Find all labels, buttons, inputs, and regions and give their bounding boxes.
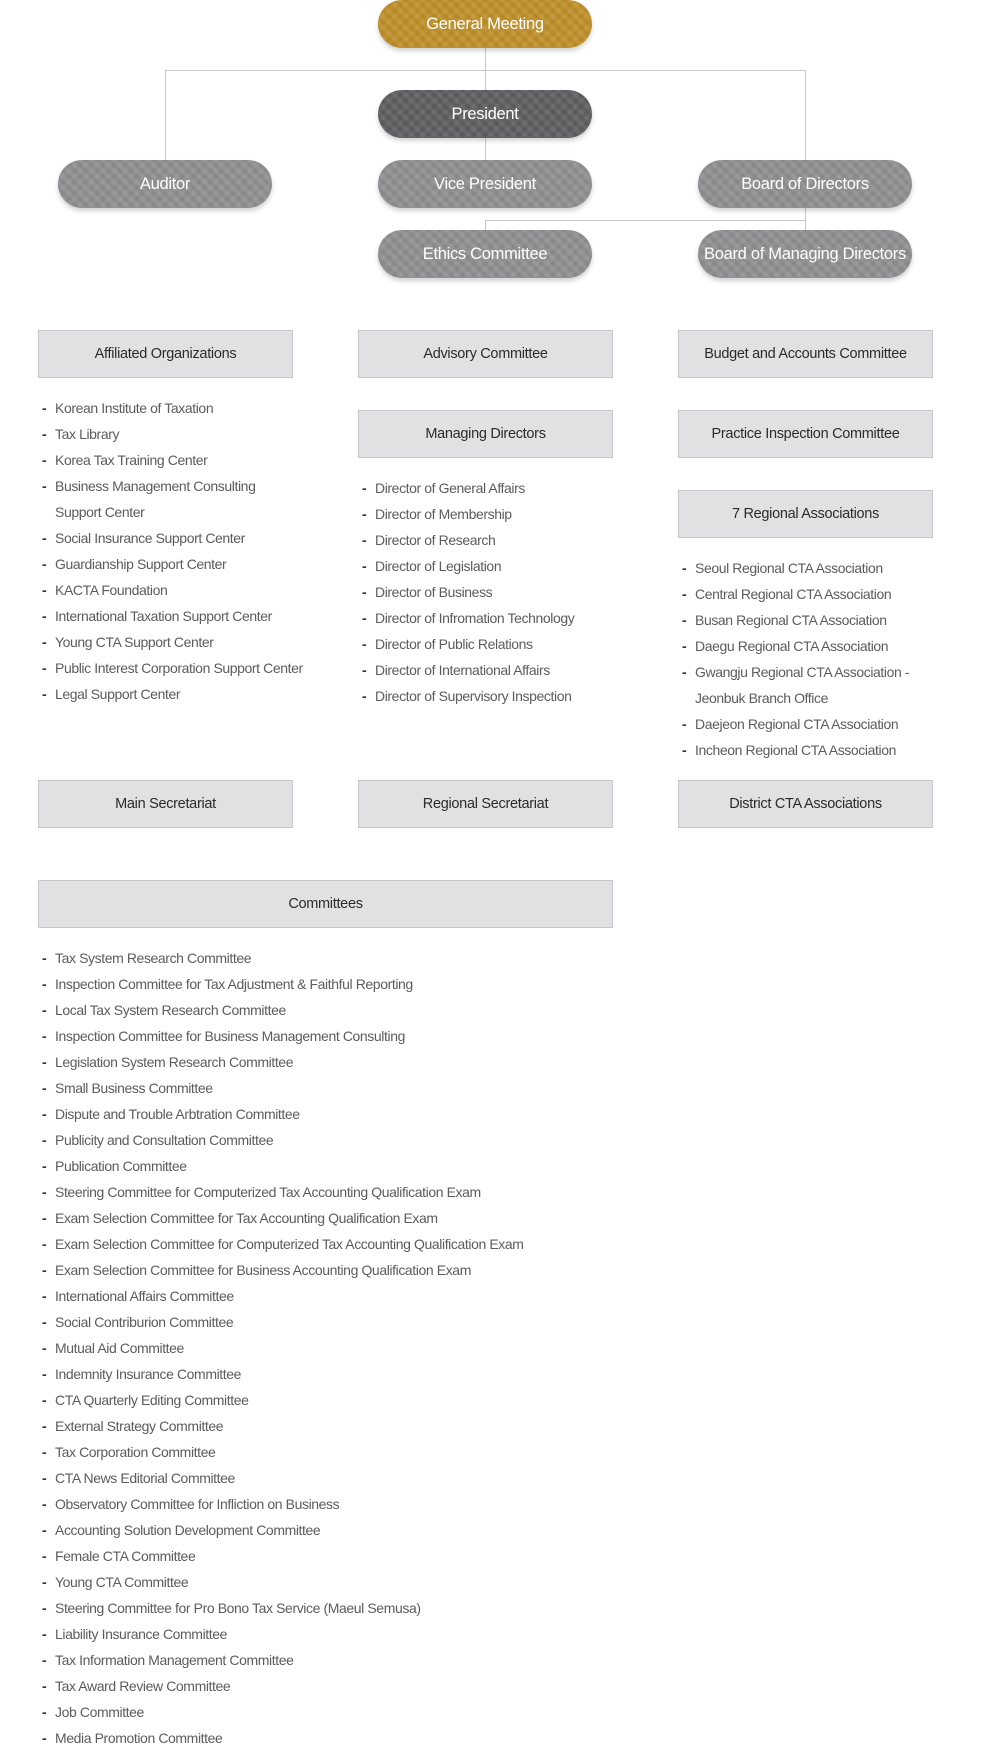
connector-top-horizontal (165, 70, 805, 71)
list-item: - Social Contriburion Committee (38, 1309, 524, 1335)
list-item: - Tax Library (38, 421, 303, 447)
list-item: - Young CTA Committee (38, 1569, 524, 1595)
list-item: - Exam Selection Committee for Tax Accounting Qualification Exam (38, 1205, 524, 1231)
list-item: - Legal Support Center (38, 681, 303, 707)
auditor-node: Auditor (58, 160, 272, 208)
affiliated-organizations-list (38, 395, 303, 707)
list-item: - Gwangju Regional CTA Association - (678, 659, 909, 685)
connector-to-managing-board (805, 208, 806, 232)
list-item: - Social Insurance Support Center (38, 525, 303, 551)
affiliated-organizations-box: Affiliated Organizations (38, 330, 293, 378)
list-item: - Dispute and Trouble Arbtration Committee (38, 1101, 524, 1127)
district-cta-associations-box: District CTA Associations (678, 780, 933, 828)
president-node: President (378, 90, 592, 138)
list-item: - Local Tax System Research Committee (38, 997, 524, 1023)
list-item: - Legislation System Research Committee (38, 1049, 524, 1075)
list-item: - Exam Selection Committee for Computerized Tax Accounting Qualification Exam (38, 1231, 524, 1257)
list-item: - Tax System Research Committee (38, 945, 524, 971)
list-item: - Korea Tax Training Center (38, 447, 303, 473)
general-meeting-node: General Meeting (378, 0, 592, 48)
list-item: - Steering Committee for Pro Bono Tax Service (Maeul Semusa) (38, 1595, 524, 1621)
list-item: - Tax Corporation Committee (38, 1439, 524, 1465)
list-item: - Director of Membership (358, 501, 574, 527)
board-of-directors-node: Board of Directors (698, 160, 912, 208)
practice-inspection-committee-box: Practice Inspection Committee (678, 410, 933, 458)
list-item: - Central Regional CTA Association (678, 581, 909, 607)
list-item: - Guardianship Support Center (38, 551, 303, 577)
list-item: - CTA Quarterly Editing Committee (38, 1387, 524, 1413)
connector-lower-horizontal (485, 220, 805, 221)
list-item: - Public Interest Corporation Support Center (38, 655, 303, 681)
list-item-continuation: Jeonbuk Branch Office (695, 690, 828, 706)
list-item: - Seoul Regional CTA Association (678, 555, 909, 581)
list-item: - Director of General Affairs (358, 475, 574, 501)
committees-box: Committees (38, 880, 613, 928)
regional-secretariat-box: Regional Secretariat (358, 780, 613, 828)
main-secretariat-box: Main Secretariat (38, 780, 293, 828)
list-item: - Director of Research (358, 527, 574, 553)
connector-to-auditor (165, 70, 166, 160)
connector-to-board-of-directors (805, 70, 806, 160)
list-item: - Media Promotion Committee (38, 1725, 524, 1751)
list-item: - Exam Selection Committee for Business Accounting Qualification Exam (38, 1257, 524, 1283)
regional-associations-list (678, 555, 909, 763)
list-item: - Liability Insurance Committee (38, 1621, 524, 1647)
list-item: - Accounting Solution Development Committee (38, 1517, 524, 1543)
list-item: - Director of Supervisory Inspection (358, 683, 574, 709)
list-item: - Mutual Aid Committee (38, 1335, 524, 1361)
board-of-managing-directors-node: Board of Managing Directors (698, 230, 912, 278)
list-item: - Indemnity Insurance Committee (38, 1361, 524, 1387)
list-item: - Director of Business (358, 579, 574, 605)
list-item: - Publication Committee (38, 1153, 524, 1179)
advisory-committee-box: Advisory Committee (358, 330, 613, 378)
list-item: - International Affairs Committee (38, 1283, 524, 1309)
list-item: - Steering Committee for Computerized Tax Accounting Qualification Exam (38, 1179, 524, 1205)
list-item: - Female CTA Committee (38, 1543, 524, 1569)
list-item: - Director of Legislation (358, 553, 574, 579)
list-item: - Incheon Regional CTA Association (678, 737, 909, 763)
list-item: - International Taxation Support Center (38, 603, 303, 629)
list-item: - CTA News Editorial Committee (38, 1465, 524, 1491)
list-item: - Daegu Regional CTA Association (678, 633, 909, 659)
managing-directors-list (358, 475, 574, 709)
list-item: - Inspection Committee for Tax Adjustment & Faithful Reporting (38, 971, 524, 997)
list-item: - Tax Information Management Committee (38, 1647, 524, 1673)
list-item: - Young CTA Support Center (38, 629, 303, 655)
ethics-committee-node: Ethics Committee (378, 230, 592, 278)
list-item: - Inspection Committee for Business Management Consulting (38, 1023, 524, 1049)
list-item: - Busan Regional CTA Association (678, 607, 909, 633)
committees-list (38, 945, 524, 1751)
connector-meeting-to-president (485, 48, 486, 90)
list-item: - Publicity and Consultation Committee (38, 1127, 524, 1153)
list-item: - Job Committee (38, 1699, 524, 1725)
list-item-continuation: Support Center (55, 504, 145, 520)
list-item: - KACTA Foundation (38, 577, 303, 603)
list-item: - Observatory Committee for Infliction on Business (38, 1491, 524, 1517)
list-item: - External Strategy Committee (38, 1413, 524, 1439)
list-item: - Business Management Consulting (38, 473, 303, 499)
list-item: - Director of Public Relations (358, 631, 574, 657)
list-item: - Korean Institute of Taxation (38, 395, 303, 421)
list-item: - Daejeon Regional CTA Association (678, 711, 909, 737)
vice-president-node: Vice President (378, 160, 592, 208)
list-item: - Director of Infromation Technology (358, 605, 574, 631)
list-item: - Tax Award Review Committee (38, 1673, 524, 1699)
connector-president-to-vice (485, 138, 486, 162)
regional-associations-box: 7 Regional Associations (678, 490, 933, 538)
budget-and-accounts-committee-box: Budget and Accounts Committee (678, 330, 933, 378)
list-item: - Director of International Affairs (358, 657, 574, 683)
managing-directors-box: Managing Directors (358, 410, 613, 458)
list-item: - Small Business Committee (38, 1075, 524, 1101)
